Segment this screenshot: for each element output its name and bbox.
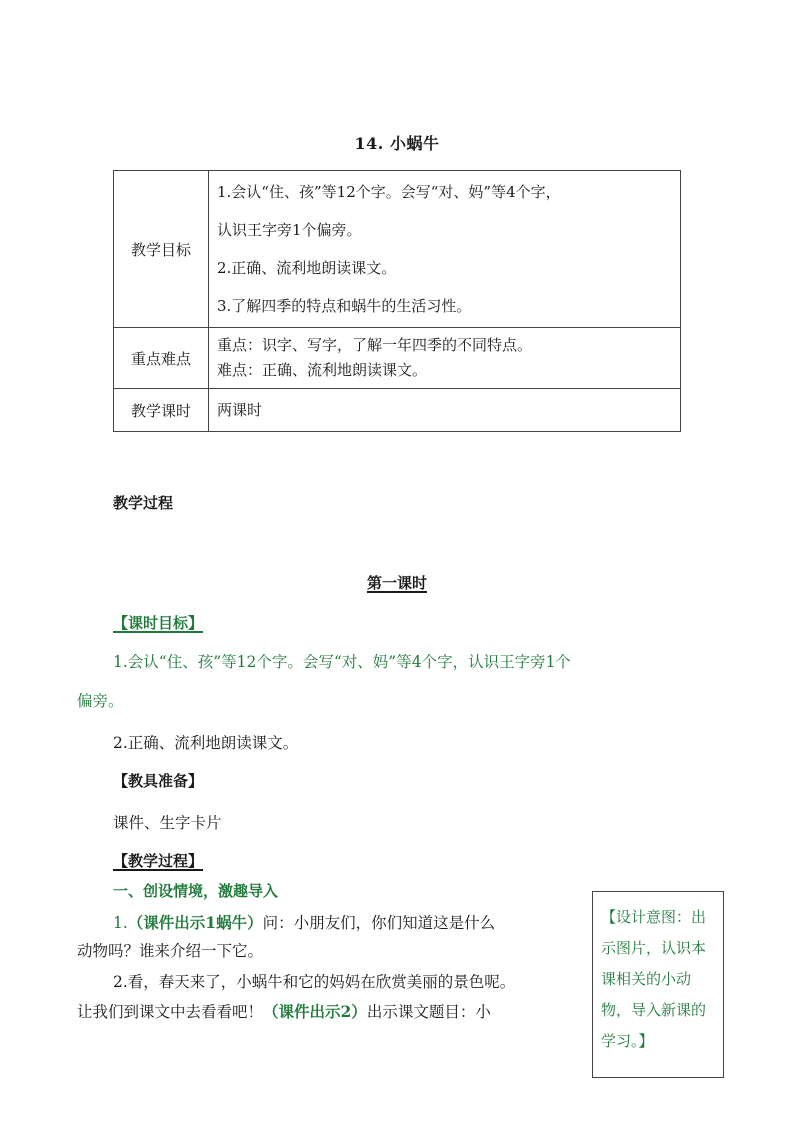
paragraph-1-line-1 [113,910,495,936]
goals-line: 1.会认“住、孩”等12个字。会写“对、妈”等4个字， [217,183,561,201]
hours-value: 两课时 [209,389,681,432]
step-1-heading: 一、创设情境，激趣导入 [113,882,279,900]
paragraph-text: 问：小朋友们，你们知道这是什么 [262,914,496,932]
goals-content [209,171,681,328]
goals-line: 3.了解四季的特点和蜗牛的生活习性。 [217,297,472,315]
courseware-tag: （课件出示1蜗牛） [127,913,263,932]
courseware-tag: （课件出示2） [263,1002,367,1021]
paragraph-1-line-2: 动物吗？谁来介绍一下它。 [77,942,264,960]
tools-text: 课件、生字卡片 [113,814,222,832]
tools-heading: 【教具准备】 [113,772,204,790]
paragraph-text: 让我们到课文中去看看吧！ [77,1003,264,1021]
paragraph-number: 1. [113,914,128,932]
table-row [114,389,681,432]
key-points-label: 重点难点 [114,328,209,389]
table-row [114,328,681,389]
lesson-info-table [113,170,681,432]
paragraph-2-line-1: 2.看，春天来了，小蜗牛和它的妈妈在欣赏美丽的景色呢。 [113,973,516,991]
design-intent-note: 【设计意图：出示图片，认识本课相关的小动物，导入新课的学习。】 [592,891,724,1078]
goal-1-line-1: 1.会认“住、孩”等12个字。会写“对、妈”等4个字，认识王字旁1个 [113,653,571,671]
goals-line: 认识王字旁1个偏旁。 [217,221,362,239]
difficulty-line: 难点：正确、流利地朗读课文。 [217,361,428,379]
period-goal-heading: 【课时目标】 [113,614,204,632]
key-point-line: 重点：识字、写字，了解一年四季的不同特点。 [217,336,533,354]
goal-1-line-2: 偏旁。 [77,692,124,710]
lesson-title: 14. 小蜗牛 [354,134,440,153]
goals-label: 教学目标 [114,171,209,328]
goal-2: 2.正确、流利地朗读课文。 [113,734,299,752]
key-points-content [209,328,681,389]
paragraph-2-line-2 [77,999,491,1025]
table-row [114,171,681,328]
process-heading: 教学过程 [113,494,174,512]
first-period-title: 第一课时 [366,574,427,592]
paragraph-text: 出示课文题目：小 [366,1003,491,1021]
hours-label: 教学课时 [114,389,209,432]
teaching-process-heading: 【教学过程】 [113,852,204,870]
goals-line: 2.正确、流利地朗读课文。 [217,259,397,277]
